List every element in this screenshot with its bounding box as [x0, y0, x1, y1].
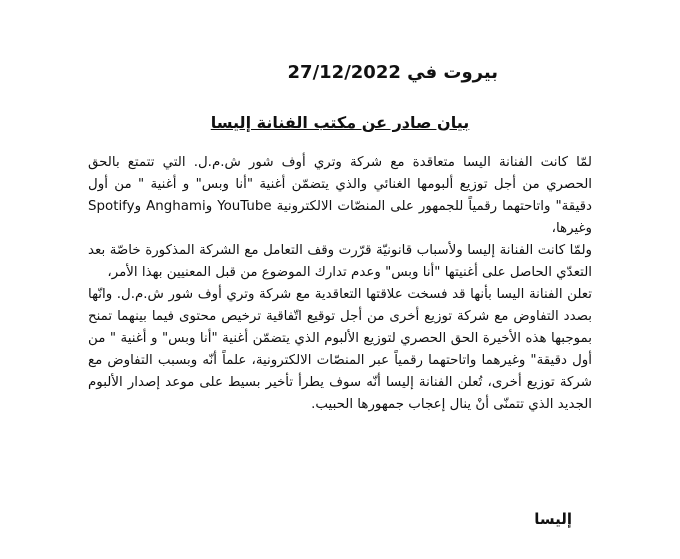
paragraph-termination-reason: ولمّا كانت الفنانة إليسا ولأسباب قانونيّة قرّرت وقف التعامل مع الشركة المذكورة خاصّة بعد التعدّي الحاصل على أغنيتها "أنا وبس" وعدم تدارك الموضوع من قبل المعنيين بهذا الأمر،: [88, 243, 592, 280]
statement-title: بيان صادر عن مكتب الفنانة إليسا: [210, 113, 470, 132]
paragraph-contract: لمّا كانت الفنانة اليسا متعاقدة مع شركة وتري أوف شور ش.م.ل. التي تتمتع بالحق الحصري من أجل توزيع ألبومها الغنائي والذي يتضمّن أغنية "أنا وبس" و أغنية " من أول دقيقة" واتاحتهما رقمياً للجمهور على المنصّات الالكترونية YouTube وAnghami وSpotify وغيرها،: [88, 155, 592, 236]
signature: إليسا: [534, 510, 572, 528]
paragraph-announcement: تعلن الفنانة اليسا بأنها قد فسخت علاقتها التعاقدية مع شركة وتري أوف شور ش.م.ل. وانّها بصدد التفاوض مع شركة توزيع أخرى من أجل توقيع اتّفاقية ترخيص محتوى فيما بينهما تمنح بموجبها هذه الأخيرة الحق الحصري لتوزيع الألبوم الذي يتضمّن أغنية "أنا وبس" و أغنية " من أول دقيقة" وغيرهما واتاحتهما رقمياً عبر المنصّات الالكترونية، علماً أنّه وبسبب التفاوض مع شركة توزيع أخرى، تُعلن الفنانة إليسا أنّه سوف يطرأ تأخير بسيط على موعد إصدار الألبوم الجديد الذي تتمنّى أنْ ينال إعجاب جمهورها الحبيب.: [88, 287, 592, 412]
statement-body: [88, 152, 592, 416]
date-line: بيروت في 27/12/2022: [287, 62, 498, 83]
